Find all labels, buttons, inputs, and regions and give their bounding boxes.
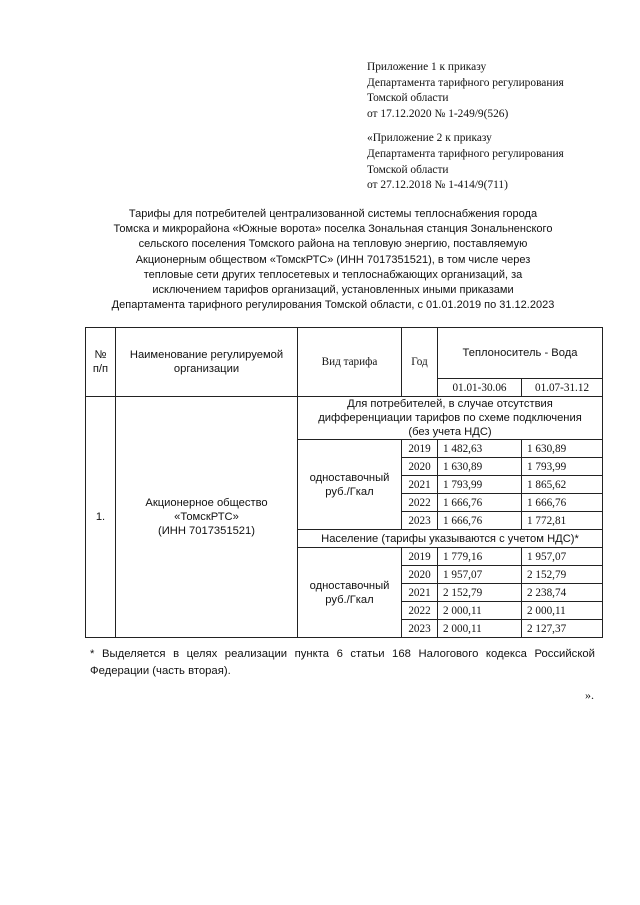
organization-name [116,397,298,638]
year-cell: 2019 [402,440,438,458]
header-year: Год [402,328,438,397]
title-line: тепловые сети других теплосетевых и теплоснабжающих организаций, за [143,268,523,281]
title-line: Департамента тарифного регулирования Томской области, с 01.01.2019 по 31.12.2023 [111,299,555,312]
year-cell: 2022 [402,494,438,512]
annex-1-line: Томской области [367,92,449,105]
annex-2-reference [367,131,629,193]
header-organization: Наименование регулируемой организации [116,328,298,397]
tariff-type-line: руб./Гкал [325,593,374,606]
closing-quote: ». [585,688,594,702]
tariff-value-h1: 1 666,76 [438,494,522,512]
annex-header [367,60,629,203]
header-heat-carrier: Теплоноситель - Вода [438,328,603,379]
annex-2-line: от 27.12.2018 № 1-414/9(711) [367,179,508,192]
tariff-value-h1: 2 000,11 [438,620,522,638]
year-cell: 2020 [402,566,438,584]
row-number: 1. [86,397,116,638]
section-caption-row [86,397,603,440]
tariff-value-h2: 1 666,76 [522,494,603,512]
annex-1-reference [367,60,629,122]
organization-line: Акционерное общество [145,497,268,509]
tariff-type-cell [298,548,402,638]
table-header-row [86,328,603,379]
annex-1-line: Приложение 1 к приказу [367,61,487,73]
tariff-value-h1: 1 482,63 [438,440,522,458]
tariff-value-h1: 1 779,16 [438,548,522,566]
title-line: исключением тарифов организаций, установленных иными приказами [152,284,514,297]
section-caption [298,397,603,440]
annex-2-line: «Приложение 2 к приказу [367,132,492,145]
caption-line: Население (тарифы указываются с учетом НДС)* [321,532,579,545]
document-title [60,207,606,313]
tariff-value-h2: 2 127,37 [522,620,603,638]
tariff-value-h1: 1 630,89 [438,458,522,476]
caption-line: (без учета НДС) [408,426,492,438]
year-cell: 2021 [402,476,438,494]
tariff-value-h1: 1 793,99 [438,476,522,494]
tariff-value-h2: 1 630,89 [522,440,603,458]
annex-2-line: Томской области [367,163,449,176]
tariff-type-cell [298,440,402,530]
title-line: Томска и микрорайона «Южные ворота» поселка Зональная станция Зональненского [113,223,553,236]
header-tariff-type: Вид тарифа [298,328,402,397]
tariff-value-h1: 1 666,76 [438,512,522,530]
section-caption [298,530,603,548]
annex-1-line: от 17.12.2020 № 1-249/9(526) [367,107,509,120]
tariff-table [85,327,603,638]
header-period-2: 01.07-31.12 [522,379,603,397]
year-cell: 2022 [402,602,438,620]
title-line: Акционерным обществом «ТомскРТС» (ИНН 7017351521), в том числе через [135,253,531,266]
year-cell: 2019 [402,548,438,566]
year-cell: 2021 [402,584,438,602]
title-line: сельского поселения Томского района на тепловую энергию, поставляемую [138,238,528,251]
organization-line: «ТомскРТС» [174,511,239,523]
tariff-type-line: одноставочный [309,579,390,592]
tariff-value-h2: 2 152,79 [522,566,603,584]
tariff-value-h2: 1 793,99 [522,458,603,476]
tariff-value-h1: 1 957,07 [438,566,522,584]
annex-2-line: Департамента тарифного регулирования [367,147,564,160]
tariff-value-h2: 1 772,81 [522,512,603,530]
tariff-type-line: одноставочный [309,471,390,484]
tariff-value-h2: 2 000,11 [522,602,603,620]
tariff-type-line: руб./Гкал [325,485,374,498]
annex-1-line: Департамента тарифного регулирования [367,76,564,89]
tariff-value-h2: 1 957,07 [522,548,603,566]
tariff-value-h2: 2 238,74 [522,584,603,602]
tariff-value-h1: 2 000,11 [438,602,522,620]
year-cell: 2023 [402,620,438,638]
header-number: № п/п [86,328,116,397]
header-period-1: 01.01-30.06 [438,379,522,397]
year-cell: 2020 [402,458,438,476]
title-line: Тарифы для потребителей централизованной системы теплоснабжения города [128,208,538,220]
footnote: * Выделяется в целях реализации пункта 6 статьи 168 Налогового кодекса Российской Федерации (часть вторая). [90,648,595,677]
caption-line: Для потребителей, в случае отсутствия [347,398,553,410]
tariff-value-h2: 1 865,62 [522,476,603,494]
caption-line: дифференциации тарифов по схеме подключения [318,412,582,424]
organization-line: (ИНН 7017351521) [158,525,255,537]
tariff-value-h1: 2 152,79 [438,584,522,602]
year-cell: 2023 [402,512,438,530]
